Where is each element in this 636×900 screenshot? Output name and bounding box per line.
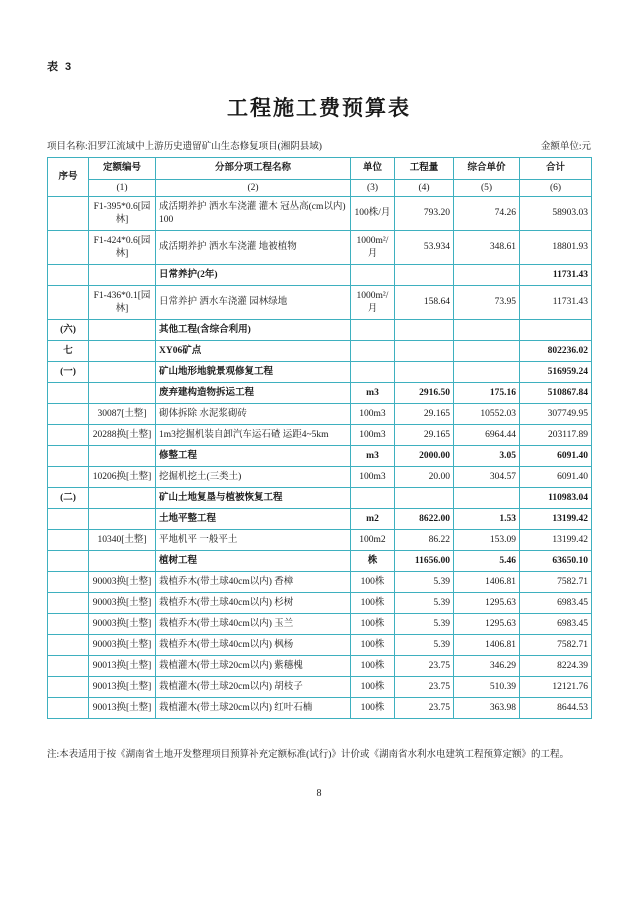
- cell-code: 90003换[土整]: [89, 593, 156, 614]
- cell-total: [520, 320, 592, 341]
- cell-price: 1295.63: [454, 593, 520, 614]
- cell-qty: [395, 265, 454, 286]
- cell-total: 6983.45: [520, 593, 592, 614]
- table-row: [48, 530, 592, 551]
- cell-total: 203117.89: [520, 425, 592, 446]
- table-row: [48, 362, 592, 383]
- cell-total: 13199.42: [520, 509, 592, 530]
- col-header-unit: 单位: [351, 158, 395, 180]
- table-row: [48, 509, 592, 530]
- cell-price: [454, 362, 520, 383]
- table-subheader-row: [48, 180, 592, 197]
- cell-name: 植树工程: [156, 551, 351, 572]
- table-row: [48, 656, 592, 677]
- cell-name: 矿山地形地貌景观修复工程: [156, 362, 351, 383]
- cell-name: 栽植乔木(带土球40cm以内) 枫杨: [156, 635, 351, 656]
- cell-code: 90003换[土整]: [89, 635, 156, 656]
- cell-price: 510.39: [454, 677, 520, 698]
- table-row: [48, 197, 592, 231]
- cell-name: 栽植乔木(带土球40cm以内) 玉兰: [156, 614, 351, 635]
- cell-name: 挖掘机挖土(三类土): [156, 467, 351, 488]
- cell-code: 10340[土整]: [89, 530, 156, 551]
- cell-code: [89, 362, 156, 383]
- cell-qty: 158.64: [395, 286, 454, 320]
- cell-code: 90013换[土整]: [89, 656, 156, 677]
- cell-name: 成活期养护 洒水车浇灌 灌木 冠丛高(cm以内) 100: [156, 197, 351, 231]
- cell-price: 175.16: [454, 383, 520, 404]
- cell-seq: [48, 656, 89, 677]
- subheader-4: (4): [395, 180, 454, 197]
- subheader-6: (6): [520, 180, 592, 197]
- cell-name: 栽植乔木(带土球40cm以内) 香樟: [156, 572, 351, 593]
- cell-total: 307749.95: [520, 404, 592, 425]
- cell-total: 110983.04: [520, 488, 592, 509]
- cell-code: 30087[土整]: [89, 404, 156, 425]
- cell-price: 348.61: [454, 231, 520, 265]
- cell-price: [454, 488, 520, 509]
- cell-code: [89, 551, 156, 572]
- cell-price: 73.95: [454, 286, 520, 320]
- cell-code: [89, 488, 156, 509]
- cell-code: [89, 383, 156, 404]
- table-row: [48, 467, 592, 488]
- cell-code: F1-395*0.6[园林]: [89, 197, 156, 231]
- cell-code: [89, 509, 156, 530]
- cell-seq: (六): [48, 320, 89, 341]
- cell-unit: m3: [351, 446, 395, 467]
- cell-total: 8224.39: [520, 656, 592, 677]
- cell-qty: 2000.00: [395, 446, 454, 467]
- cell-code: [89, 446, 156, 467]
- cell-unit: 100株: [351, 677, 395, 698]
- cell-unit: 100株: [351, 698, 395, 719]
- cell-name: 土地平整工程: [156, 509, 351, 530]
- cell-unit: [351, 488, 395, 509]
- cell-qty: 8622.00: [395, 509, 454, 530]
- table-row: [48, 446, 592, 467]
- cell-unit: [351, 265, 395, 286]
- col-header-name: 分部分项工程名称: [156, 158, 351, 180]
- cell-total: 58903.03: [520, 197, 592, 231]
- cell-seq: [48, 265, 89, 286]
- cell-qty: 23.75: [395, 656, 454, 677]
- cell-price: 1406.81: [454, 635, 520, 656]
- table-label: 表 3: [47, 61, 74, 73]
- cell-seq: [48, 698, 89, 719]
- table-row: [48, 265, 592, 286]
- table-row: [48, 593, 592, 614]
- cell-code: [89, 265, 156, 286]
- cell-qty: 5.39: [395, 572, 454, 593]
- cell-code: 90013换[土整]: [89, 677, 156, 698]
- cell-qty: 5.39: [395, 635, 454, 656]
- cell-seq: [48, 197, 89, 231]
- cell-seq: [48, 404, 89, 425]
- subheader-5: (5): [454, 180, 520, 197]
- cell-total: 6091.40: [520, 467, 592, 488]
- cell-code: F1-424*0.6[园林]: [89, 231, 156, 265]
- cell-name: 栽植乔木(带土球40cm以内) 杉树: [156, 593, 351, 614]
- table-row: [48, 614, 592, 635]
- cell-name: 日常养护 洒水车浇灌 园林绿地: [156, 286, 351, 320]
- cell-seq: [48, 677, 89, 698]
- cell-unit: 100m3: [351, 425, 395, 446]
- cell-name: 1m3挖掘机装自卸汽车运石碴 运距4~5km: [156, 425, 351, 446]
- cell-name: 平地机平 一般平土: [156, 530, 351, 551]
- cell-seq: 七: [48, 341, 89, 362]
- cell-unit: m2: [351, 509, 395, 530]
- cell-unit: 株: [351, 551, 395, 572]
- col-header-code: 定额编号: [89, 158, 156, 180]
- cell-total: 11731.43: [520, 286, 592, 320]
- cell-code: 90013换[土整]: [89, 698, 156, 719]
- cell-qty: 29.165: [395, 425, 454, 446]
- project-name-label: 项目名称:汨罗江流域中上游历史遗留矿山生态修复项目(湘阴县域): [47, 142, 322, 152]
- cell-code: [89, 320, 156, 341]
- cell-code: F1-436*0.1[园林]: [89, 286, 156, 320]
- cell-total: 63650.10: [520, 551, 592, 572]
- cell-qty: 23.75: [395, 677, 454, 698]
- page-content: [47, 0, 591, 799]
- cell-qty: 5.39: [395, 593, 454, 614]
- table-row: [48, 551, 592, 572]
- cell-total: 18801.93: [520, 231, 592, 265]
- cell-seq: [48, 446, 89, 467]
- cell-unit: 100m2: [351, 530, 395, 551]
- cell-qty: 53.934: [395, 231, 454, 265]
- cell-price: 1406.81: [454, 572, 520, 593]
- table-row: [48, 635, 592, 656]
- cell-unit: 100m3: [351, 404, 395, 425]
- cell-seq: [48, 572, 89, 593]
- cell-seq: [48, 286, 89, 320]
- cell-qty: 11656.00: [395, 551, 454, 572]
- footnote: 注:本表适用于按《湖南省土地开发整理项目预算补充定额标准(试行)》计价或《湖南省水利水电建筑工程预算定额》的工程。: [47, 750, 569, 760]
- cell-qty: 29.165: [395, 404, 454, 425]
- cell-total: 7582.71: [520, 635, 592, 656]
- table-row: [48, 488, 592, 509]
- cell-name: 修整工程: [156, 446, 351, 467]
- page-number: 8: [316, 788, 322, 800]
- cell-seq: [48, 467, 89, 488]
- table-row: [48, 677, 592, 698]
- cell-price: 5.46: [454, 551, 520, 572]
- cell-total: 6091.40: [520, 446, 592, 467]
- page-title: 工程施工费预算表: [227, 97, 411, 120]
- subheader-1: (1): [89, 180, 156, 197]
- table-row: [48, 572, 592, 593]
- table-row: [48, 383, 592, 404]
- cell-qty: 5.39: [395, 614, 454, 635]
- cell-seq: [48, 593, 89, 614]
- cell-price: 10552.03: [454, 404, 520, 425]
- cell-name: 矿山土地复垦与植被恢复工程: [156, 488, 351, 509]
- cell-seq: [48, 614, 89, 635]
- cell-total: 802236.02: [520, 341, 592, 362]
- cell-seq: [48, 425, 89, 446]
- subheader-2: (2): [156, 180, 351, 197]
- subheader-3: (3): [351, 180, 395, 197]
- cell-qty: 2916.50: [395, 383, 454, 404]
- cell-seq: [48, 509, 89, 530]
- cell-name: 栽植灌木(带土球20cm以内) 红叶石楠: [156, 698, 351, 719]
- cell-qty: [395, 488, 454, 509]
- cell-seq: [48, 383, 89, 404]
- cell-price: 6964.44: [454, 425, 520, 446]
- table-row: [48, 231, 592, 265]
- cell-unit: 100株: [351, 593, 395, 614]
- cell-code: [89, 341, 156, 362]
- cell-seq: [48, 530, 89, 551]
- meta-line: [47, 138, 591, 152]
- cell-price: 363.98: [454, 698, 520, 719]
- col-header-total: 合计: [520, 158, 592, 180]
- table-row: [48, 425, 592, 446]
- table-row: [48, 286, 592, 320]
- col-header-qty: 工程量: [395, 158, 454, 180]
- table-body: [48, 197, 592, 719]
- cell-total: 8644.53: [520, 698, 592, 719]
- table-row: [48, 404, 592, 425]
- cell-name: 成活期养护 洒水车浇灌 地被植物: [156, 231, 351, 265]
- cell-price: 153.09: [454, 530, 520, 551]
- cell-unit: 1000m²/月: [351, 286, 395, 320]
- cell-total: 6983.45: [520, 614, 592, 635]
- cell-unit: 100株: [351, 635, 395, 656]
- cell-qty: [395, 362, 454, 383]
- col-header-seq: 序号: [48, 158, 89, 197]
- cell-price: 74.26: [454, 197, 520, 231]
- cell-seq: (一): [48, 362, 89, 383]
- cell-unit: 100株: [351, 572, 395, 593]
- cell-price: [454, 265, 520, 286]
- cell-seq: [48, 551, 89, 572]
- cell-unit: [351, 341, 395, 362]
- cell-name: 砌体拆除 水泥浆砌砖: [156, 404, 351, 425]
- table-row: [48, 341, 592, 362]
- cell-price: 1295.63: [454, 614, 520, 635]
- cell-price: 346.29: [454, 656, 520, 677]
- table-header-row: [48, 158, 592, 180]
- cell-qty: 793.20: [395, 197, 454, 231]
- cell-name: 其他工程(含综合利用): [156, 320, 351, 341]
- cell-total: 12121.76: [520, 677, 592, 698]
- cell-price: [454, 320, 520, 341]
- cell-name: 日常养护(2年): [156, 265, 351, 286]
- cell-total: 11731.43: [520, 265, 592, 286]
- cell-unit: 100株/月: [351, 197, 395, 231]
- cell-total: 516959.24: [520, 362, 592, 383]
- cell-code: 90003换[土整]: [89, 572, 156, 593]
- cell-code: 10206换[土整]: [89, 467, 156, 488]
- cell-name: 栽植灌木(带土球20cm以内) 胡枝子: [156, 677, 351, 698]
- cell-price: 304.57: [454, 467, 520, 488]
- cell-price: 1.53: [454, 509, 520, 530]
- cell-name: XY06矿点: [156, 341, 351, 362]
- cell-unit: [351, 362, 395, 383]
- cell-code: 90003换[土整]: [89, 614, 156, 635]
- cell-total: 510867.84: [520, 383, 592, 404]
- cell-unit: 100m3: [351, 467, 395, 488]
- cell-name: 栽植灌木(带土球20cm以内) 紫穗槐: [156, 656, 351, 677]
- amount-unit-label: 金额单位:元: [540, 142, 591, 152]
- cell-seq: (二): [48, 488, 89, 509]
- cell-price: 3.05: [454, 446, 520, 467]
- cell-price: [454, 341, 520, 362]
- col-header-price: 综合单价: [454, 158, 520, 180]
- table-row: [48, 698, 592, 719]
- cell-qty: [395, 320, 454, 341]
- cell-qty: 23.75: [395, 698, 454, 719]
- table-head: [48, 158, 592, 197]
- cell-qty: 86.22: [395, 530, 454, 551]
- cell-name: 废弃建构造物拆运工程: [156, 383, 351, 404]
- table-row: [48, 320, 592, 341]
- cell-unit: m3: [351, 383, 395, 404]
- cell-code: 20288换[土整]: [89, 425, 156, 446]
- cell-seq: [48, 231, 89, 265]
- cell-seq: [48, 635, 89, 656]
- cell-qty: 20.00: [395, 467, 454, 488]
- budget-table: [47, 157, 592, 719]
- cell-unit: [351, 320, 395, 341]
- cell-total: 13199.42: [520, 530, 592, 551]
- cell-qty: [395, 341, 454, 362]
- cell-total: 7582.71: [520, 572, 592, 593]
- cell-unit: 100株: [351, 614, 395, 635]
- cell-unit: 100株: [351, 656, 395, 677]
- cell-unit: 1000m²/月: [351, 231, 395, 265]
